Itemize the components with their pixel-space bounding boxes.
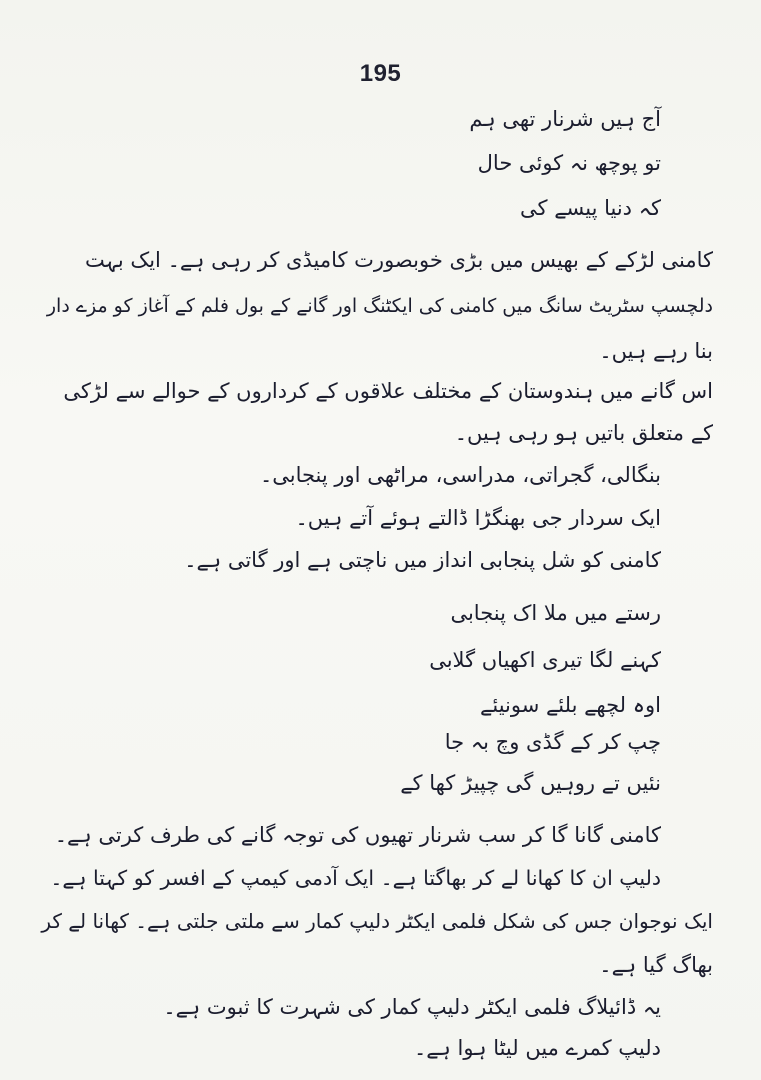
verse2-line-5: نئیں تے روہیں گی چپیڑ کھا کے: [400, 771, 661, 795]
prose2-line-1: کامنی گانا گا کر سب شرنار تھیوں کی توجہ گانے کی طرف کرتی ہے۔: [54, 823, 661, 847]
verse1-line-1: آج ہیں شرنار تھی ہم: [469, 107, 661, 131]
prose-line-1: کامنی لڑکے کے بھیس میں بڑی خوبصورت کامیڈی کر رہی ہے۔ ایک بہت: [84, 248, 713, 272]
prose-line-2: دلچسپ سٹریٹ سانگ میں کامنی کی ایکٹنگ اور گانے کے بول فلم کے آغاز کو مزے دار: [46, 295, 713, 317]
prose-line-8: کامنی کو شل پنجابی انداز میں ناچتی ہے اور گاتی ہے۔: [184, 548, 661, 572]
prose-line-5: کے متعلق باتیں ہو رہی ہیں۔: [454, 421, 713, 445]
verse1-line-3: کہ دنیا پیسے کی: [520, 196, 661, 220]
page-number: 195: [359, 60, 402, 87]
prose2-line-6: دلیپ کمرے میں لیٹا ہوا ہے۔: [413, 1036, 661, 1060]
prose-line-6: بنگالی، گجراتی، مدراسی، مراٹھی اور پنجابی۔: [259, 463, 661, 487]
prose2-line-4: بھاگ گیا ہے۔: [599, 953, 713, 977]
prose-line-4: اس گانے میں ہندوستان کے مختلف علاقوں کے کرداروں کے حوالے سے لڑکی: [63, 379, 713, 403]
prose2-line-5: یہ ڈائیلاگ فلمی ایکٹر دلیپ کمار کی شہرت کا ثبوت ہے۔: [163, 995, 661, 1019]
prose-line-7: ایک سردار جی بھنگڑا ڈالتے ہوئے آتے ہیں۔: [295, 506, 661, 530]
verse2-line-2: کہنے لگا تیری اکھیاں گلابی: [429, 648, 661, 672]
prose2-line-3: ایک نوجوان جس کی شکل فلمی ایکٹر دلیپ کمار سے ملتی جلتی ہے۔ کھانا لے کر: [41, 909, 713, 933]
verse1-line-2: تو پوچھ نہ کوئی حال: [477, 151, 661, 175]
verse2-line-3: اوہ لچھے بلئے سونیئے: [480, 693, 661, 717]
verse2-line-4: چپ کر کے گڈی وچ بہ جا: [444, 730, 661, 754]
prose2-line-2: دلیپ ان کا کھانا لے کر بھاگتا ہے۔ ایک آدمی کیمپ کے افسر کو کہتا ہے۔: [50, 866, 661, 890]
prose-line-3: بنا رہے ہیں۔: [599, 339, 713, 363]
verse2-line-1: رستے میں ملا اک پنجابی: [450, 601, 661, 625]
